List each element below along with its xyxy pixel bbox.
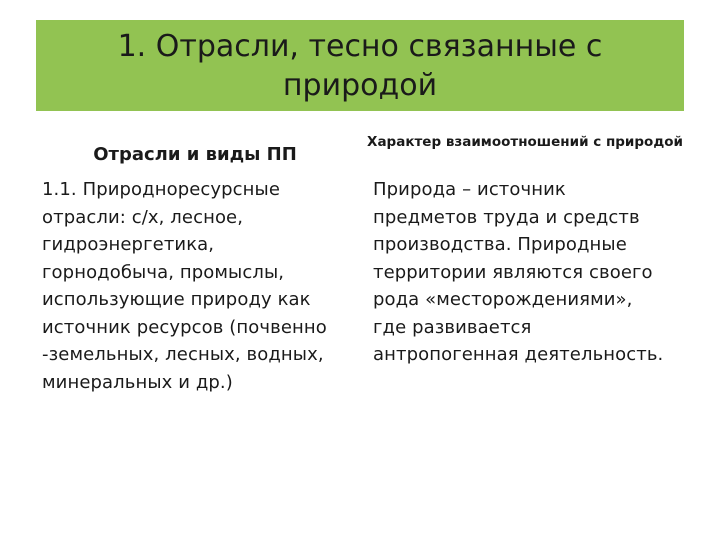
right-column-header: Характер взаимоотношений с природой xyxy=(367,134,683,150)
title-banner xyxy=(36,20,684,111)
slide-title: 1. Отрасли, тесно связанные с природой xyxy=(117,28,603,103)
left-column-text: 1.1. Природноресурсные отрасли: с/х, лесное, гидроэнергетика, горнодобыча, промыслы, использующие природу как источник ресурсов (почвенно -земельных, лесных, водных, минеральных и др.) xyxy=(42,179,327,393)
left-column-header: Отрасли и виды ПП xyxy=(93,144,297,165)
right-column-text: Природа – источник предметов труда и средств производства. Природные территории являются своего рода «месторождениями», где развивается антропогенная деятельность. xyxy=(373,179,664,365)
